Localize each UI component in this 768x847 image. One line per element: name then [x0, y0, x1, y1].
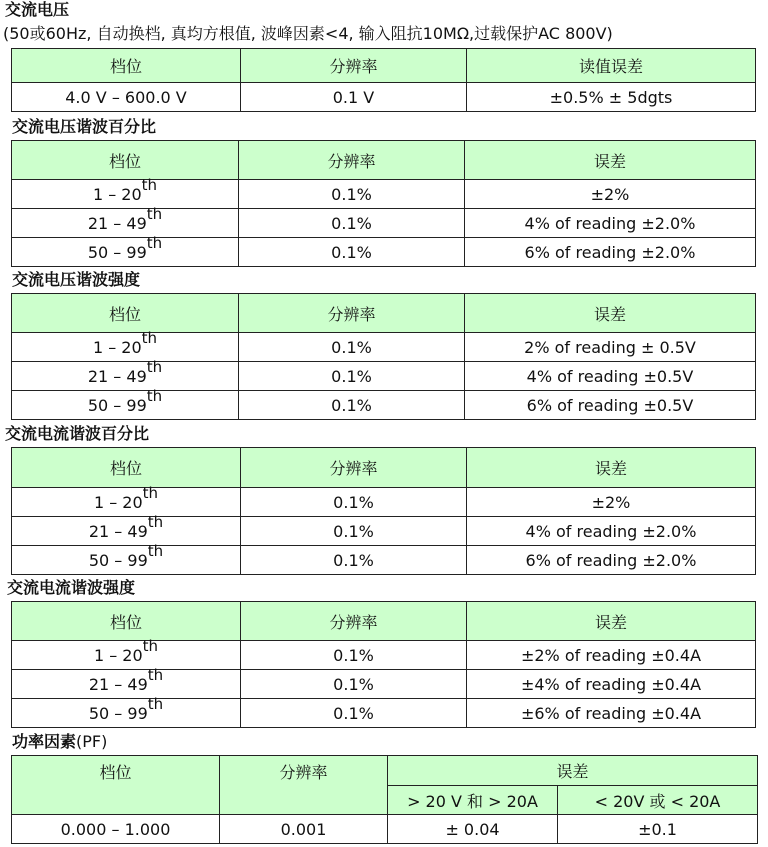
range-value: 21 – 49 — [87, 213, 147, 233]
cell-resolution: 0.1% — [239, 238, 465, 267]
header-accuracy: 误差 — [467, 448, 756, 488]
cell-range — [12, 234, 239, 267]
ordinal-suffix: th — [142, 484, 159, 503]
spec-table-ac-voltage — [11, 48, 756, 112]
table-row — [12, 83, 756, 112]
ordinal-suffix: th — [147, 513, 164, 532]
range-value: 1 – 20 — [92, 184, 142, 204]
table-row — [12, 209, 756, 238]
cell-accuracy: ±2% of reading ±0.4A — [467, 641, 756, 670]
table-header-row — [12, 49, 756, 83]
header-resolution: 分辨率 — [241, 602, 467, 641]
cell-accuracy: 4% of reading ±0.5V — [465, 362, 756, 391]
ordinal-suffix: th — [147, 542, 164, 561]
header-accuracy: 读值误差 — [467, 49, 756, 83]
cell-accuracy: ±2% — [467, 488, 756, 517]
table-row — [12, 362, 756, 391]
cell-resolution: 0.1% — [239, 362, 465, 391]
cell-range — [12, 666, 241, 699]
cell-accuracy: 4% of reading ±2.0% — [465, 209, 756, 238]
ordinal-suffix: th — [147, 666, 164, 685]
cell-resolution: 0.1% — [239, 209, 465, 238]
range-value: 1 – 20 — [93, 645, 143, 665]
cell-range — [12, 513, 241, 546]
ordinal-suffix: th — [142, 637, 159, 656]
header-resolution: 分辨率 — [239, 294, 465, 333]
cell-resolution: 0.1% — [241, 546, 467, 575]
pf-title-bold: 功率因素 — [12, 732, 77, 751]
range-value: 1 – 20 — [93, 492, 143, 512]
cell-resolution: 0.1 V — [241, 83, 467, 112]
section-title-power-factor — [12, 732, 107, 752]
cell-range: 4.0 V – 600.0 V — [12, 83, 241, 112]
cell-accuracy: 4% of reading ±2.0% — [467, 517, 756, 546]
spec-table-voltage-harmonic-percent — [11, 140, 756, 267]
cell-range — [12, 329, 239, 362]
range-value: 50 – 99 — [87, 395, 147, 415]
cell-range — [12, 484, 241, 517]
section-title-voltage-harmonic-percent: 交流电压谐波百分比 — [12, 117, 157, 136]
cell-range: 0.000 – 1.000 — [12, 815, 220, 844]
cell-accuracy: ±2% — [465, 180, 756, 209]
cell-accuracy: 6% of reading ±0.5V — [465, 391, 756, 420]
spec-table-current-harmonic-percent — [11, 447, 756, 575]
ordinal-suffix: th — [146, 234, 163, 253]
spec-table-current-harmonic-magnitude — [11, 601, 756, 728]
table-row — [12, 517, 756, 546]
table-row — [12, 641, 756, 670]
table-row — [12, 670, 756, 699]
ordinal-suffix: th — [147, 695, 164, 714]
ordinal-suffix: th — [141, 329, 158, 348]
ordinal-suffix: th — [141, 176, 158, 195]
table-row — [12, 546, 756, 575]
table-row — [12, 333, 756, 362]
cell-resolution: 0.1% — [241, 670, 467, 699]
ordinal-suffix: th — [146, 358, 163, 377]
cell-accuracy: ±0.5% ± 5dgts — [467, 83, 756, 112]
section-title-current-harmonic-magnitude: 交流电流谐波强度 — [7, 578, 136, 597]
table-row — [12, 180, 756, 209]
ordinal-suffix: th — [146, 205, 163, 224]
table-header-row — [12, 602, 756, 641]
table-row — [12, 815, 758, 844]
header-resolution: 分辨率 — [241, 49, 467, 83]
cell-resolution: 0.1% — [241, 641, 467, 670]
cell-range — [12, 542, 241, 575]
table-header-row — [12, 141, 756, 180]
cell-error-low: ±0.1 — [558, 815, 758, 844]
cell-range — [12, 637, 241, 670]
cell-resolution: 0.1% — [239, 333, 465, 362]
spec-table-power-factor — [11, 755, 758, 844]
cell-accuracy: 2% of reading ± 0.5V — [465, 333, 756, 362]
header-range: 档位 — [12, 141, 239, 180]
cell-range — [12, 176, 239, 209]
cell-range — [12, 358, 239, 391]
cell-range — [12, 387, 239, 420]
header-accuracy: 误差 — [465, 141, 756, 180]
cell-accuracy: 6% of reading ±2.0% — [465, 238, 756, 267]
range-value: 50 – 99 — [87, 242, 147, 262]
ordinal-suffix: th — [146, 387, 163, 406]
header-accuracy: 误差 — [465, 294, 756, 333]
cell-accuracy: ±4% of reading ±0.4A — [467, 670, 756, 699]
range-value: 1 – 20 — [92, 337, 142, 357]
section-title-voltage-harmonic-magnitude: 交流电压谐波强度 — [12, 270, 141, 289]
header-range: 档位 — [12, 602, 241, 641]
header-range: 档位 — [12, 756, 220, 815]
header-range: 档位 — [12, 49, 241, 83]
section-title-ac-voltage: 交流电压 — [5, 0, 70, 19]
range-value: 50 – 99 — [88, 550, 148, 570]
subheader-high-range: > 20 V 和 > 20A — [388, 786, 558, 815]
header-error: 误差 — [388, 756, 758, 786]
header-accuracy: 误差 — [467, 602, 756, 641]
cell-range — [12, 695, 241, 728]
pf-title-suffix: (PF) — [76, 732, 108, 751]
table-header-row — [12, 448, 756, 488]
cell-accuracy: ±6% of reading ±0.4A — [467, 699, 756, 728]
header-resolution: 分辨率 — [241, 448, 467, 488]
header-range: 档位 — [12, 294, 239, 333]
range-value: 50 – 99 — [88, 703, 148, 723]
subheader-low-range: < 20V 或 < 20A — [558, 786, 758, 815]
table-header-row — [12, 756, 758, 786]
cell-resolution: 0.1% — [239, 180, 465, 209]
table-row — [12, 238, 756, 267]
range-value: 21 – 49 — [88, 674, 148, 694]
table-row — [12, 488, 756, 517]
table-header-row — [12, 294, 756, 333]
cell-accuracy: 6% of reading ±2.0% — [467, 546, 756, 575]
header-resolution: 分辨率 — [220, 756, 388, 815]
header-range: 档位 — [12, 448, 241, 488]
cell-error-high: ± 0.04 — [388, 815, 558, 844]
section-subtitle-ac-voltage: (50或60Hz, 自动换档, 真均方根值, 波峰因素<4, 输入阻抗10MΩ,过载保护AC 800V) — [3, 24, 613, 43]
table-row — [12, 699, 756, 728]
cell-resolution: 0.1% — [241, 488, 467, 517]
cell-range — [12, 205, 239, 238]
cell-resolution: 0.1% — [241, 699, 467, 728]
range-value: 21 – 49 — [87, 366, 147, 386]
table-row — [12, 391, 756, 420]
range-value: 21 – 49 — [88, 521, 148, 541]
cell-resolution: 0.1% — [239, 391, 465, 420]
section-title-current-harmonic-percent: 交流电流谐波百分比 — [5, 424, 150, 443]
cell-resolution: 0.001 — [220, 815, 388, 844]
spec-table-voltage-harmonic-magnitude — [11, 293, 756, 420]
cell-resolution: 0.1% — [241, 517, 467, 546]
header-resolution: 分辨率 — [239, 141, 465, 180]
